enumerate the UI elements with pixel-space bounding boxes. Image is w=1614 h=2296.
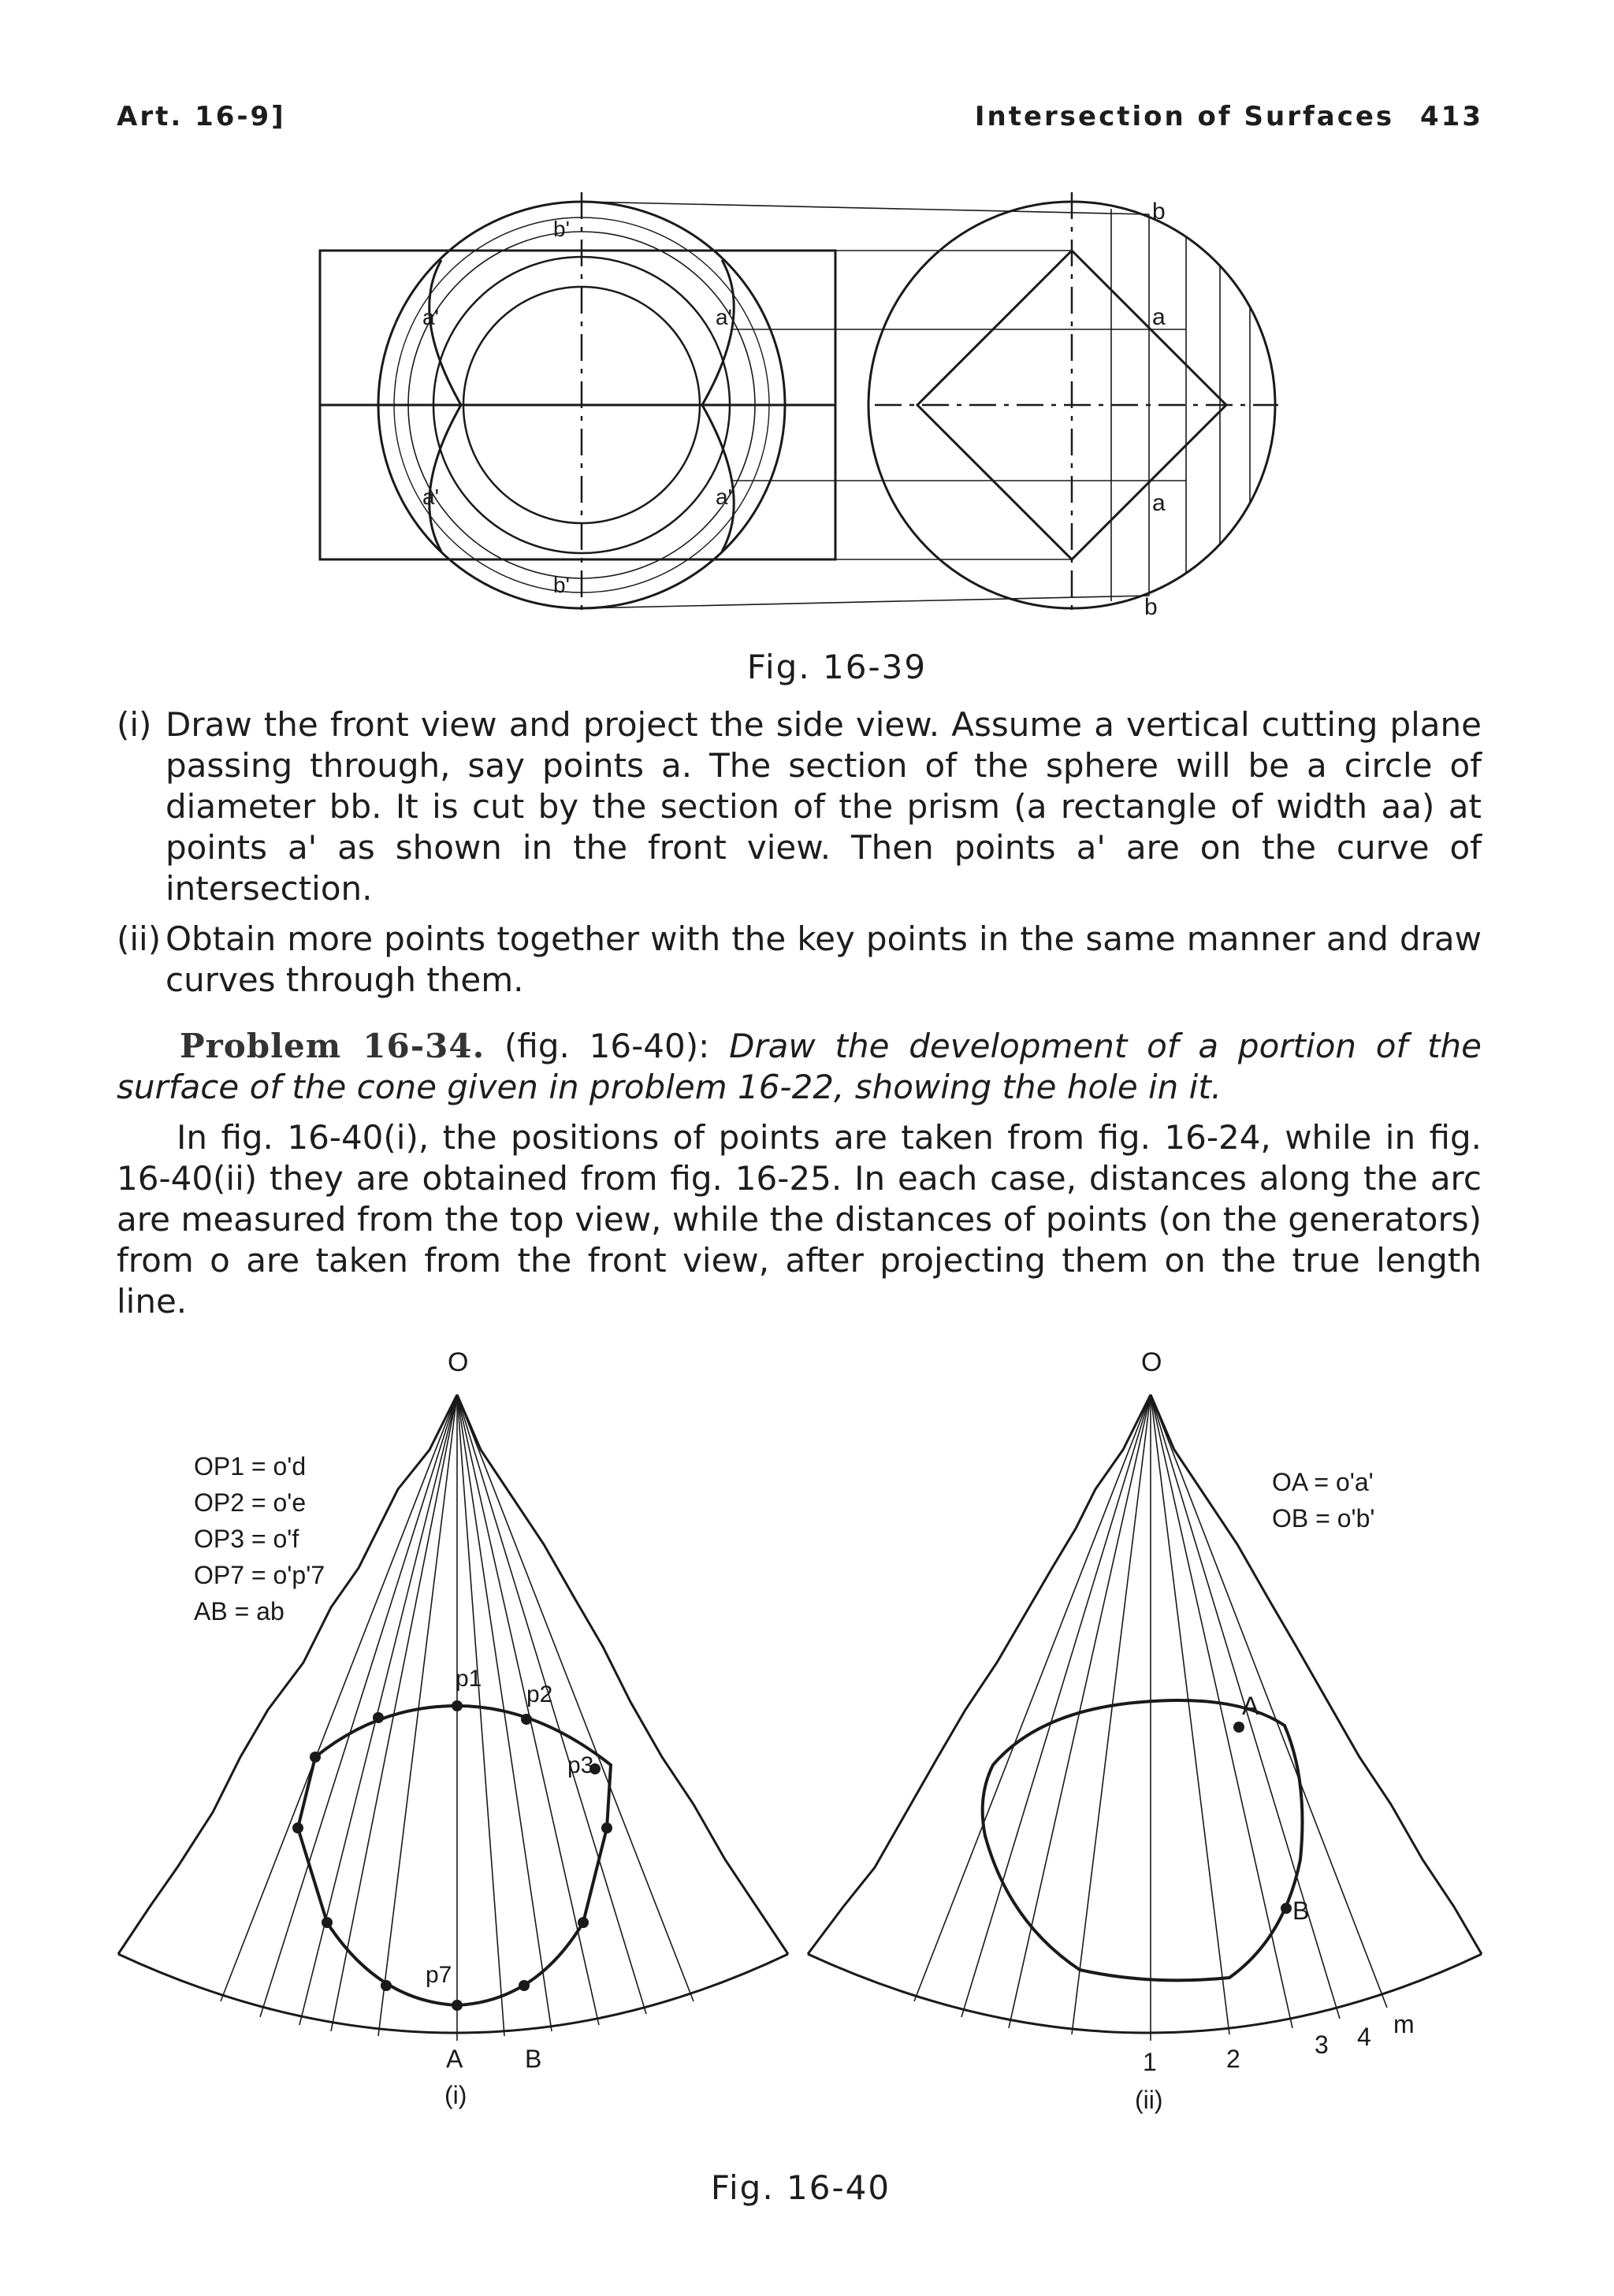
left-note-2: OP2 = o'e: [194, 1488, 307, 1517]
problem-text: Draw the development of a portion of the surface of the cone given in problem 16-22, showing the hole in it.: [117, 1027, 1482, 1106]
body-paragraph: In fig. 16-40(i), the positions of points are taken from fig. 16-24, while in fig. 16-40(ii) they are obtained from fig. 16-25. In each case, distances along the arc are measured from the top view, while the distances of points (on the generators) from o are taken from the front view, after projecting them on the true length line.: [117, 1118, 1482, 1321]
label-a-top: a: [1152, 304, 1166, 330]
point-p2-label: p2: [526, 1681, 553, 1707]
fig39-caption: Fig. 16-39: [746, 648, 928, 686]
fig40-caption: Fig. 16-40: [710, 2168, 891, 2207]
label-b-prime-bottom: b': [553, 573, 570, 597]
left-note-4: OP7 = o'p'7: [194, 1561, 325, 1589]
right-sub-label: (ii): [1135, 2086, 1163, 2114]
point-p1-label: p1: [456, 1666, 482, 1692]
right-apex-label: O: [1141, 1347, 1162, 1377]
right-arc-label-m: m: [1393, 2010, 1415, 2038]
problem-ref: (fig. 16-40):: [504, 1027, 710, 1065]
label-a-prime-top-right: a': [716, 305, 732, 329]
right-point-B-label: B: [1292, 1897, 1310, 1925]
right-arc-label-1: 1: [1143, 2048, 1157, 2076]
running-header-title: Intersection of Surfaces: [974, 101, 1395, 132]
step-1-number: (i): [117, 705, 152, 744]
page-number: 413: [1420, 101, 1483, 132]
figure-16-40: [0, 1332, 1614, 2214]
left-arc-label-A: A: [446, 2045, 463, 2073]
left-note-1: OP1 = o'd: [194, 1452, 307, 1481]
label-a-prime-top-left: a': [422, 305, 439, 329]
left-note-3: OP3 = o'f: [194, 1525, 299, 1553]
left-arc-label-B: B: [525, 2045, 542, 2073]
figure-16-39: [0, 0, 1614, 646]
right-arc-label-4: 4: [1357, 2023, 1371, 2051]
left-note-5: AB = ab: [194, 1597, 284, 1625]
right-arc-label-3: 3: [1315, 2030, 1329, 2059]
problem-statement: [117, 1026, 1482, 1108]
right-point-A-label: A: [1242, 1692, 1259, 1720]
problem-title: Problem 16-34.: [180, 1027, 485, 1065]
running-header-left: Art. 16-9]: [117, 101, 286, 132]
step-2: [117, 919, 1482, 1001]
right-arc-label-2: 2: [1226, 2045, 1240, 2073]
label-a-prime-bottom-right: a': [716, 485, 732, 509]
step-1: [117, 704, 1482, 909]
step-1-text: Draw the front view and project the side view. Assume a vertical cutting plane passing through, say points a. The section of the sphere will be a circle of diameter bb. It is cut by the section of the prism (a rectangle of width aa) at points a' as shown in the front view. Then points a' are on the curve of intersection.: [165, 705, 1482, 908]
right-note-1: OA = o'a': [1272, 1468, 1374, 1496]
step-2-number: (ii): [117, 920, 162, 958]
right-note-2: OB = o'b': [1272, 1504, 1375, 1533]
point-p3-label: p3: [567, 1752, 594, 1778]
label-b-bottom: b: [1144, 594, 1158, 620]
step-2-text: Obtain more points together with the key points in the same manner and draw curves through them.: [165, 920, 1482, 999]
left-sub-label: (i): [444, 2081, 467, 2109]
point-p7-label: p7: [426, 1962, 452, 1988]
label-a-bottom: a: [1152, 490, 1166, 516]
label-b-prime-top: b': [553, 217, 570, 241]
label-b-top: b: [1152, 199, 1166, 225]
left-apex-label: O: [448, 1347, 469, 1377]
label-a-prime-bottom-left: a': [422, 485, 439, 509]
